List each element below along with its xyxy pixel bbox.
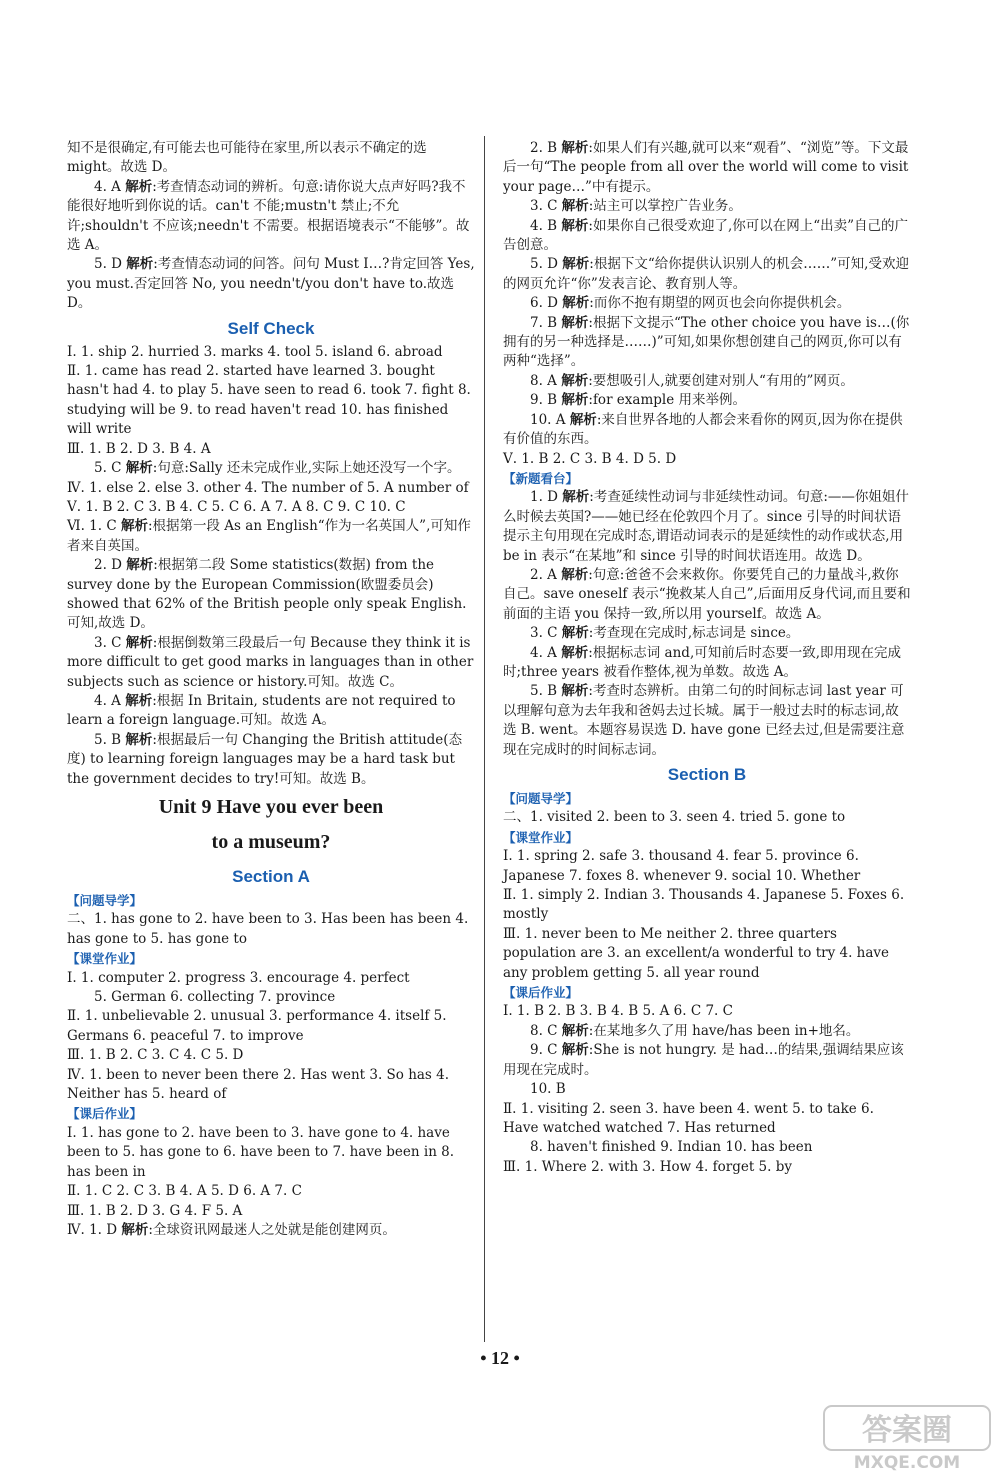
- analysis-keyword: 解析: [561, 1022, 589, 1039]
- svg-text:MXQE.COM: MXQE.COM: [853, 1453, 961, 1472]
- section-heading: Section B: [667, 765, 747, 784]
- answer-paragraph: 5. B 解析:根据最后一句 Changing the British attitude(态度) to learning foreign languages may be a hard task but the government decides to try!可知。故选 B。: [67, 731, 463, 787]
- answer-paragraph: Ⅵ. 1. C 解析:根据第一段 As an English“作为一名英国人”,可知作者来自英国。: [67, 518, 471, 554]
- answer-paragraph: Ⅴ. 1. B 2. C 3. B 4. D 5. D: [503, 450, 677, 467]
- answer-paragraph: 2. D 解析:根据第二段 Some statistics(数据) from the survey done by the European Commission(欧盟委员会) showed that 62% of the British people only speak English.可知,故选 D。: [67, 557, 467, 632]
- answer-paragraph: Ⅳ. 1. been to never been there 2. Has went 3. So has 4. Neither has 5. heard of: [67, 1066, 450, 1103]
- sub-heading-tag: 【课堂作业】: [67, 951, 143, 967]
- answer-paragraph: 5. D 解析:根据下文“给你提供认识别人的机会……”可知,受欢迎的网页允许“你”发表言论、教育别人等。: [503, 256, 909, 292]
- svg-text:答案圈: 答案圈: [862, 1413, 952, 1448]
- answer-paragraph: Ⅴ. 1. B 2. C 3. B 4. C 5. C 6. A 7. A 8. C 9. C 10. C: [67, 498, 406, 515]
- answer-paragraph: 4. A 解析:根据标志词 and,可知前后时态要一致,即用现在完成时;three years 被看作整体,视为单数。故选 A。: [503, 644, 902, 680]
- column-divider: [484, 136, 485, 1342]
- analysis-keyword: 解析: [125, 460, 153, 477]
- analysis-keyword: 解析: [561, 644, 589, 661]
- answer-paragraph: 8. A 解析:要想吸引人,就要创建对别人“有用的”网页。: [530, 372, 854, 389]
- answer-paragraph: Ⅳ. 1. D 解析:全球资讯网最迷人之处就是能创建网页。: [67, 1221, 396, 1238]
- unit-title: Unit 9 Have you ever been: [158, 796, 384, 818]
- right-column: [503, 139, 911, 1177]
- answer-paragraph: 9. C 解析:She is not hungry. 是 had…的结果,强调结果应该用现在完成时。: [503, 1042, 904, 1078]
- analysis-keyword: 解析: [561, 625, 589, 642]
- answer-paragraph: 3. C 解析:考查现在完成时,标志词是 since。: [530, 625, 800, 642]
- sub-heading-tag: 【新题看台】: [503, 470, 579, 486]
- answer-paragraph: Ⅰ. 1. computer 2. progress 3. encourage 4. perfect: [67, 969, 410, 986]
- analysis-keyword: 解析: [569, 411, 597, 428]
- answer-paragraph: Ⅲ. 1. Where 2. with 3. How 4. forget 5. by: [503, 1158, 792, 1175]
- analysis-keyword: 解析: [121, 1221, 149, 1238]
- analysis-keyword: 解析: [561, 566, 589, 583]
- unit-title: to a museum?: [211, 831, 331, 853]
- sub-heading-tag: 【问题导学】: [67, 893, 143, 908]
- analysis-keyword: 解析: [561, 140, 589, 156]
- answer-paragraph: 二、1. has gone to 2. have been to 3. Has been has been 4. has gone to 5. has gone to: [67, 911, 469, 947]
- analysis-keyword: 解析: [561, 217, 589, 234]
- answer-paragraph: Ⅲ. 1. B 2. D 3. B 4. A: [67, 440, 211, 457]
- answer-paragraph: Ⅱ. 1. visiting 2. seen 3. have been 4. went 5. to take 6. Have watched watched 7. Has returned: [503, 1100, 874, 1136]
- section-heading: Self Check: [227, 318, 315, 338]
- analysis-keyword: 解析: [561, 683, 589, 700]
- analysis-keyword: 解析: [125, 178, 153, 195]
- answer-paragraph: Ⅱ. 1. simply 2. Indian 3. Thousands 4. Japanese 5. Foxes 6. mostly: [503, 887, 905, 923]
- analysis-keyword: 解析: [562, 256, 590, 273]
- answer-paragraph: Ⅳ. 1. else 2. else 3. other 4. The number of 5. A number of: [67, 479, 469, 496]
- answer-paragraph: 8. C 解析:在某地多久了用 have/has been in+地名。: [530, 1022, 860, 1039]
- analysis-keyword: 解析: [125, 731, 153, 748]
- watermark-logo: [822, 1404, 992, 1472]
- analysis-keyword: 解析: [561, 198, 589, 215]
- answer-paragraph: 5. B 解析:考查时态辨析。由第二句的时间标志词 last year 可以理解句意为去年我和爸妈去过长城。属于一般过去时的标志词,故选 B. went。本题容易误选 D. have gone 已经去过,但是需要注意现在完成时的时间标志词。: [503, 683, 905, 758]
- answer-paragraph: 2. B 解析:如果人们有兴趣,就可以来“观看”、“浏览”等。下文最后一句“The people from all over the world will come to visit your page…”中有提示。: [503, 140, 909, 195]
- answer-paragraph: 4. B 解析:如果你自己很受欢迎了,你可以在网上“出卖”自己的广告创意。: [503, 217, 909, 254]
- answer-paragraph: 3. C 解析:根据倒数第三段最后一句 Because they think it is more difficult to get good marks in languages than in other subjects such as science or history.可知。故选 C。: [67, 634, 474, 690]
- analysis-keyword: 解析: [125, 692, 153, 709]
- answer-paragraph: 10. A 解析:来自世界各地的人都会来看你的网页,因为你在提供有价值的东西。: [503, 411, 903, 448]
- sub-heading-tag: 【课后作业】: [67, 1106, 143, 1122]
- analysis-keyword: 解析: [120, 518, 148, 535]
- answer-paragraph: Ⅰ. 1. B 2. B 3. B 4. B 5. A 6. C 7. C: [503, 1003, 733, 1020]
- analysis-keyword: 解析: [561, 392, 589, 409]
- answer-paragraph: Ⅰ. 1. has gone to 2. have been to 3. have gone to 4. have been to 5. has gone to 6. have been to 7. have been in 8. has been in: [67, 1124, 455, 1180]
- answer-paragraph: 6. D 解析:而你不抱有期望的网页也会向你提供机会。: [530, 295, 851, 312]
- left-column: [67, 139, 475, 1240]
- answer-paragraph: 10. B: [530, 1081, 566, 1098]
- answer-paragraph: Ⅱ. 1. unbelievable 2. unusual 3. performance 4. itself 5. Germans 6. peaceful 7. to improve: [67, 1008, 447, 1044]
- analysis-keyword: 解析: [562, 489, 590, 506]
- analysis-keyword: 解析: [126, 557, 154, 574]
- section-heading: Section A: [232, 867, 310, 886]
- answer-paragraph: 8. haven't finished 9. Indian 10. has been: [530, 1139, 813, 1156]
- page-number: • 12 •: [480, 1348, 520, 1368]
- answer-paragraph: 3. C 解析:站主可以掌控广告业务。: [530, 198, 742, 215]
- analysis-keyword: 解析: [125, 634, 153, 651]
- answer-paragraph: Ⅱ. 1. C 2. C 3. B 4. A 5. D 6. A 7. C: [67, 1183, 302, 1200]
- sub-heading-tag: 【课后作业】: [503, 985, 579, 1001]
- answer-paragraph: 5. German 6. collecting 7. province: [94, 989, 336, 1006]
- answer-paragraph: Ⅲ. 1. never been to Me neither 2. three quarters population are 3. an excellent/a wonderful to try 4. have any problem getting 5. all year round: [503, 925, 890, 981]
- answer-paragraph: 5. D 解析:考查情态动词的问答。问句 Must I…?肯定回答 Yes, you must.否定回答 No, you needn't/you don't have to.故选 D。: [67, 256, 475, 312]
- answer-paragraph: 二、1. visited 2. been to 3. seen 4. tried 5. gone to: [503, 809, 846, 826]
- answer-paragraph: 5. C 解析:句意:Sally 还未完成作业,实际上她还没写一个字。: [94, 460, 461, 477]
- answer-paragraph: 4. A 解析:考查情态动词的辨析。句意:请你说大点声好吗?我不能很好地听到你说的话。can't 不能;mustn't 禁止;不允许;shouldn't 不应该;needn't 不需要。根据语境表示“不能够”。故选 A。: [67, 178, 470, 254]
- sub-heading-tag: 【问题导学】: [503, 791, 579, 806]
- sub-heading-tag: 【课堂作业】: [503, 829, 579, 845]
- answer-paragraph: Ⅰ. 1. spring 2. safe 3. thousand 4. fear 5. province 6. Japanese 7. foxes 8. whenever 9. social 10. Whether: [503, 848, 861, 884]
- answer-paragraph: 2. A 解析:句意:爸爸不会来救你。你要凭自己的力量战斗,救你自己。save oneself 表示“挽救某人自己”,后面用反身代词,而且要和前面的主语 you 保持一致,所以用 yourself。故选 A。: [503, 566, 911, 622]
- answer-paragraph: Ⅲ. 1. B 2. C 3. C 4. C 5. D: [67, 1047, 244, 1064]
- answer-paragraph: 9. B 解析:for example 用来举例。: [530, 392, 747, 409]
- answer-paragraph: Ⅲ. 1. B 2. D 3. G 4. F 5. A: [67, 1202, 243, 1219]
- analysis-keyword: 解析: [561, 372, 589, 389]
- answer-paragraph: Ⅰ. 1. ship 2. hurried 3. marks 4. tool 5. island 6. abroad: [67, 343, 443, 360]
- analysis-keyword: 解析: [126, 256, 154, 273]
- answer-paragraph: Ⅱ. 1. came has read 2. started have learned 3. bought hasn't had 4. to play 5. have seen to read 6. took 7. fight 8. studying will be 9. to read haven't read 10. has finished will write: [67, 363, 471, 438]
- analysis-keyword: 解析: [561, 1042, 589, 1059]
- answer-paragraph: 4. A 解析:根据 In Britain, students are not required to learn a foreign language.可知。故选 A。: [67, 692, 456, 729]
- answer-paragraph: 知不是很确定,有可能去也可能待在家里,所以表示不确定的选 might。故选 D。: [67, 140, 427, 176]
- analysis-keyword: 解析: [562, 295, 590, 312]
- answer-paragraph: 7. B 解析:根据下文提示“The other choice you have is…(你拥有的另一种选择是……)”可知,如果你想创建自己的网页,你可以有两种“选择”。: [503, 314, 910, 370]
- analysis-keyword: 解析: [561, 314, 589, 331]
- answer-paragraph: 1. D 解析:考查延续性动词与非延续性动词。句意:——你姐姐什么时候去英国?——她已经在伦敦四个月了。since 引导的时间状语提示主句用现在完成时态,谓语动词表示的是延续性的动作或状态,用 be in 表示“在某地”和 since 引导的时间状语连用。故选 D。: [503, 489, 909, 564]
